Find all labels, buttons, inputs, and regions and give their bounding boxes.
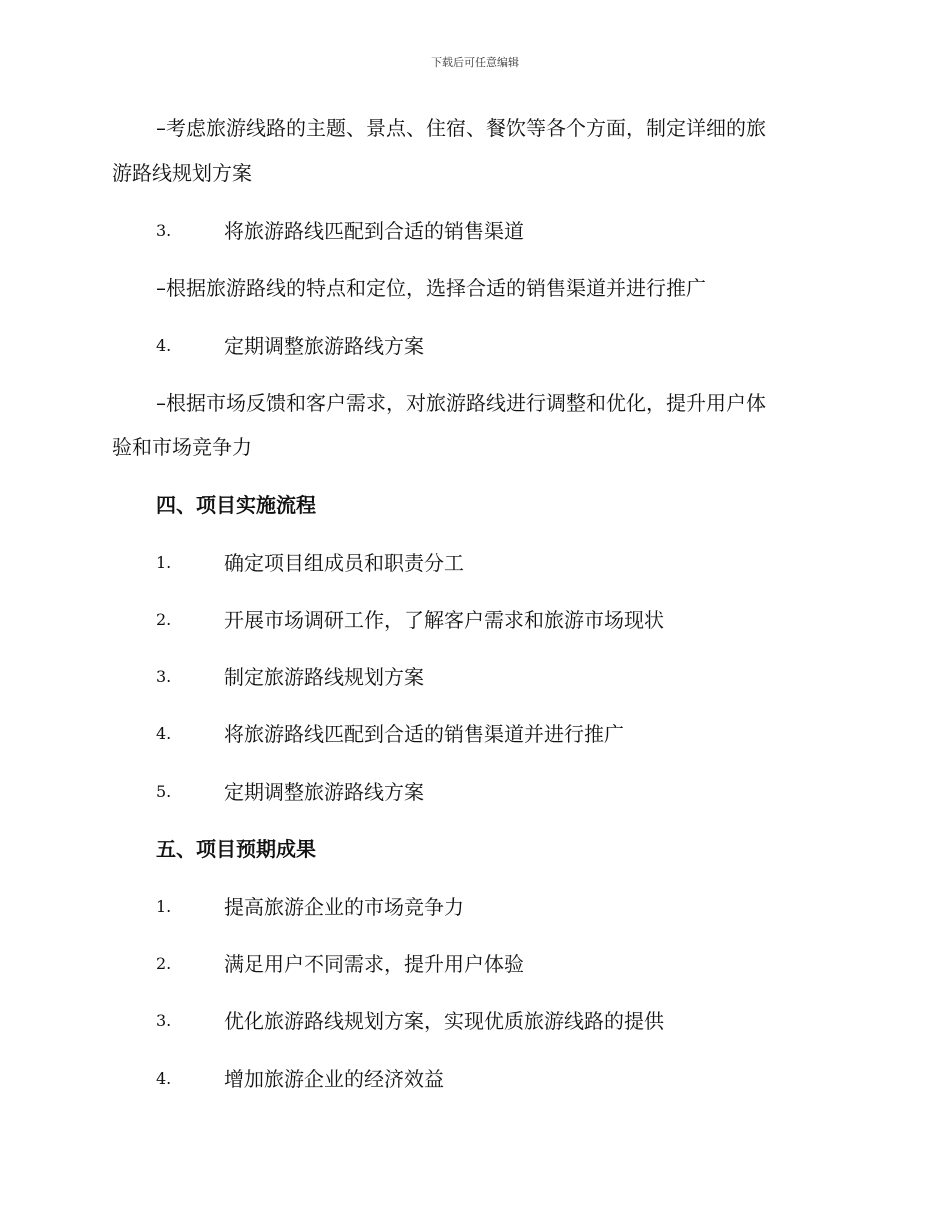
list-item — [156, 950, 856, 978]
paragraph-line: –根据市场反馈和客户需求，对旅游路线进行调整和优化，提升用户体 — [156, 391, 766, 415]
list-item-text: 满足用户不同需求，提升用户体验 — [224, 952, 524, 976]
list-item — [156, 332, 856, 360]
paragraph-line: –考虑旅游线路的主题、景点、住宿、餐饮等各个方面，制定详细的旅 — [156, 116, 766, 140]
list-item-number: 2. — [156, 610, 172, 629]
list-item — [156, 720, 856, 748]
list-item-number: 4. — [156, 1069, 172, 1088]
list-item-text: 确定项目组成员和职责分工 — [224, 551, 464, 575]
paragraph-line: 验和市场竞争力 — [112, 435, 252, 459]
list-item-number: 1. — [156, 553, 172, 572]
list-item — [156, 893, 856, 921]
list-item — [156, 606, 856, 634]
list-item-text: 将旅游路线匹配到合适的销售渠道 — [224, 219, 524, 243]
list-item-number: 3. — [156, 1011, 172, 1030]
list-item-number: 3. — [156, 221, 172, 240]
list-item-text: 增加旅游企业的经济效益 — [224, 1067, 444, 1091]
list-item-text: 开展市场调研工作，了解客户需求和旅游市场现状 — [224, 608, 664, 632]
list-item-number: 2. — [156, 954, 172, 973]
paragraph-line: 游路线规划方案 — [112, 161, 252, 185]
list-item-number: 5. — [156, 782, 172, 801]
list-item-number: 4. — [156, 336, 172, 355]
list-item — [156, 663, 856, 691]
section-heading: 四、项目实施流程 — [156, 493, 316, 517]
list-item — [156, 1007, 856, 1035]
list-item-number: 4. — [156, 724, 172, 743]
section-heading: 五、项目预期成果 — [156, 837, 316, 861]
list-item — [156, 549, 856, 577]
list-item-text: 提高旅游企业的市场竞争力 — [224, 895, 464, 919]
list-item-number: 1. — [156, 897, 172, 916]
list-item-number: 3. — [156, 667, 172, 686]
list-item — [156, 778, 856, 806]
paragraph-line: –根据旅游路线的特点和定位，选择合适的销售渠道并进行推广 — [156, 276, 706, 300]
list-item-text: 定期调整旅游路线方案 — [224, 334, 424, 358]
list-item — [156, 217, 856, 245]
list-item-text: 制定旅游路线规划方案 — [224, 665, 424, 689]
list-item — [156, 1065, 856, 1093]
list-item-text: 将旅游路线匹配到合适的销售渠道并进行推广 — [224, 722, 624, 746]
list-item-text: 优化旅游路线规划方案，实现优质旅游线路的提供 — [224, 1009, 664, 1033]
list-item-text: 定期调整旅游路线方案 — [224, 780, 424, 804]
page-header: 下载后可任意编辑 — [431, 56, 519, 69]
